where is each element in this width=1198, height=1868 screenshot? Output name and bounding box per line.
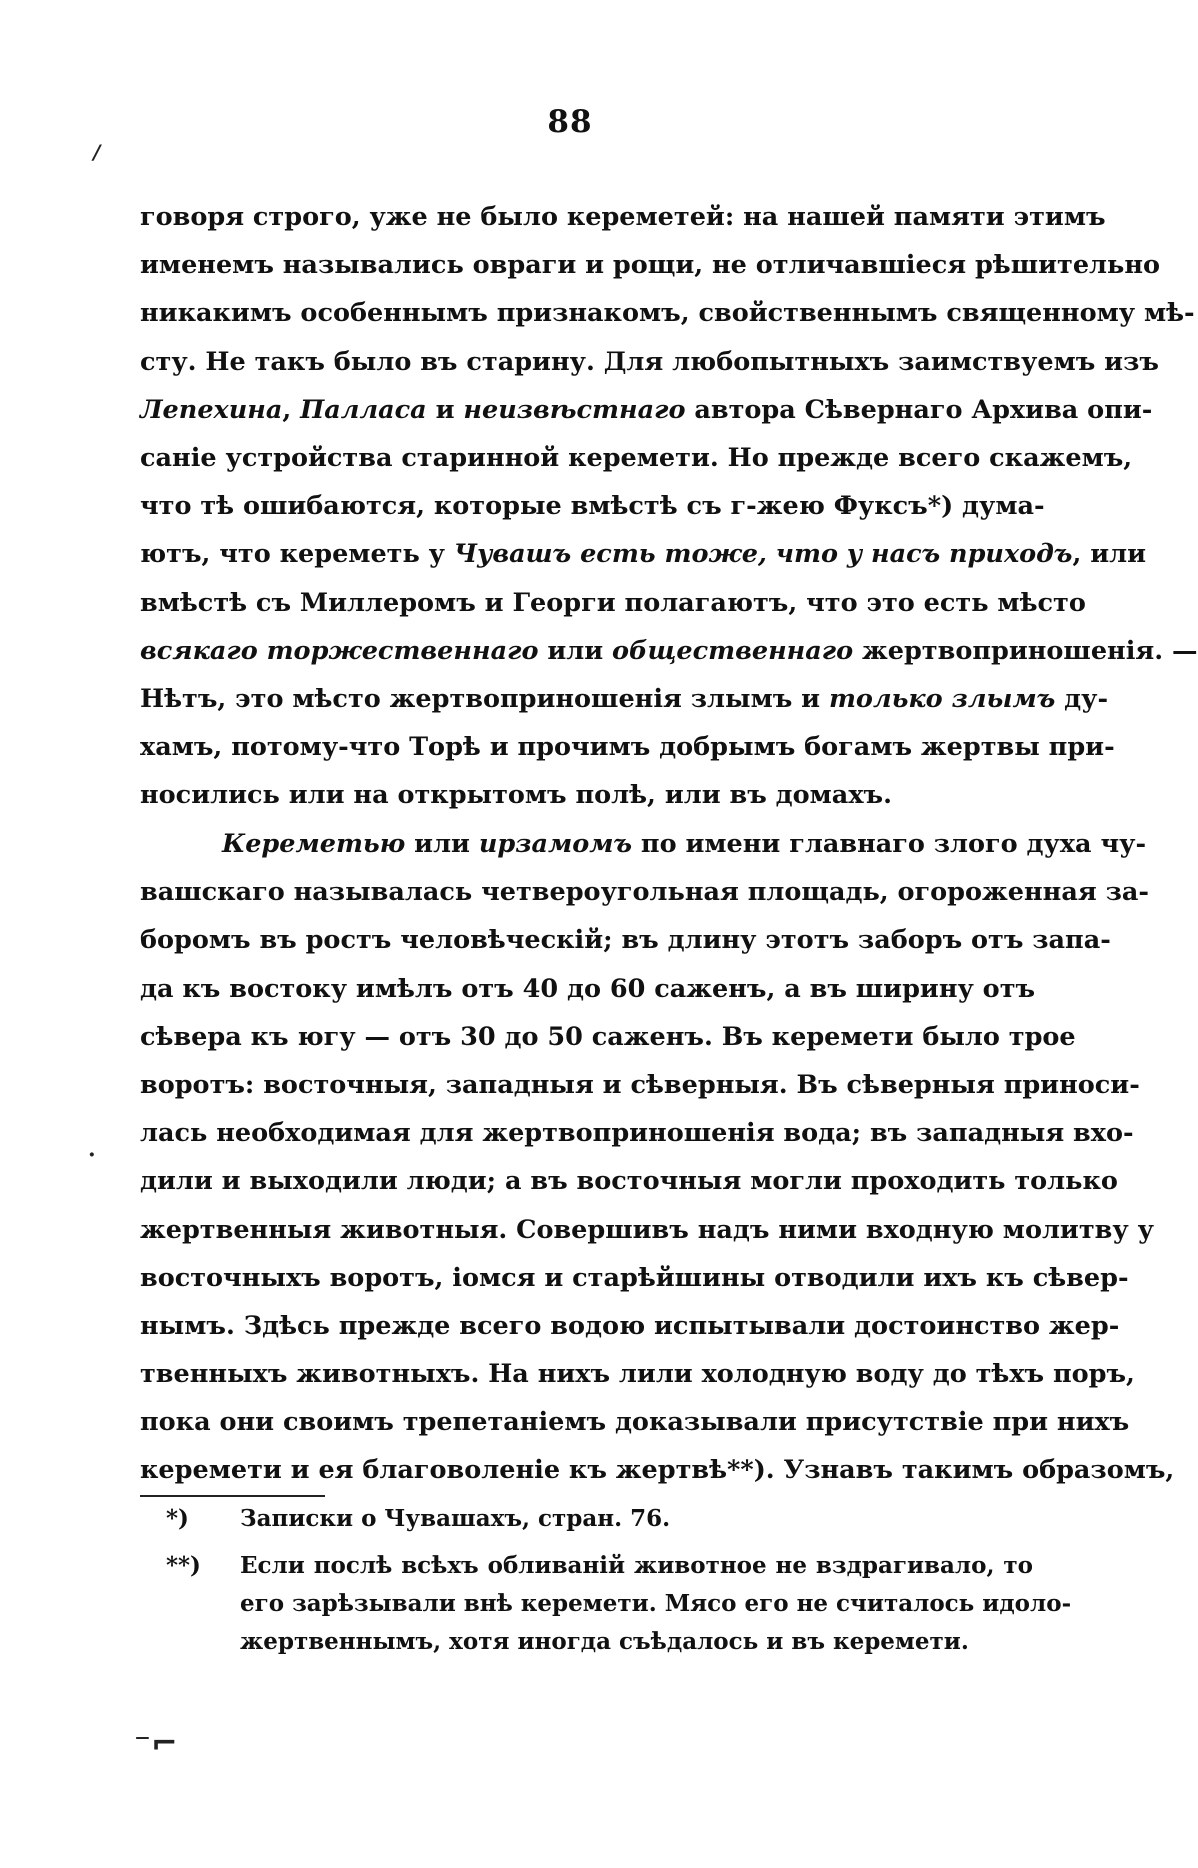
footnote [140, 1547, 1072, 1661]
text-segment: вмѣстѣ съ Миллеромъ и Георги полагаютъ, что это есть мѣсто [140, 587, 1086, 618]
text-line [140, 434, 1133, 482]
text-segment: жертвоприношенія. — [853, 635, 1198, 666]
italic-text: неизвѣстнаго [463, 394, 686, 425]
text-segment: говоря строго, уже не было кереметей: на нашей памяти этимъ [140, 202, 1106, 232]
text-segment: дили и выходили люди; а въ восточныя могли проходить только [140, 1166, 1118, 1197]
text-line [140, 1302, 1120, 1350]
body-paragraph-2 [140, 820, 1175, 1495]
margin-dot-mark: · [88, 1142, 96, 1168]
italic-text: только злымъ [828, 683, 1056, 714]
body-paragraph-1 [140, 193, 1198, 819]
footnote-separator [140, 1495, 325, 1497]
text-segment: никакимъ особеннымъ признакомъ, свойственнымъ священному мѣ- [140, 298, 1195, 329]
text-segment: носились или на открытомъ полѣ, или въ домахъ. [140, 780, 892, 811]
text-segment: сѣвера къ югу — отъ 30 до 50 саженъ. Въ керемети было трое [140, 1021, 1076, 1052]
italic-text: общественнаго [612, 635, 854, 666]
text-segment: керемети и ея благоволеніе къ жертвѣ**). Узнавъ такимъ образомъ, [140, 1455, 1175, 1486]
text-line [140, 1350, 1135, 1398]
text-segment: именемъ назывались овраги и рощи, не отличавшіеся рѣшительно [140, 250, 1161, 281]
text-line [140, 1398, 1130, 1446]
text-line [140, 1446, 1175, 1494]
italic-text: Лепехина [140, 394, 283, 425]
footnote-line: Если послѣ всѣхъ обливаній животное не вздрагивало, то [240, 1552, 1033, 1579]
text-line [140, 1206, 1154, 1254]
text-segment: пока они своимъ трепетаніемъ доказывали присутствіе при нихъ [140, 1407, 1130, 1438]
italic-text: Кереметью [222, 829, 406, 859]
text-segment: , [282, 394, 301, 425]
text-line [140, 965, 1036, 1013]
text-segment: воротъ: восточныя, западныя и сѣверныя. Въ сѣверныя приноси- [140, 1069, 1140, 1100]
footnotes [140, 1500, 1072, 1670]
bottom-margin-mark: ⁻⌐ [134, 1724, 178, 1762]
margin-tick-mark: / [93, 140, 101, 164]
footnote [140, 1500, 1033, 1538]
footnote-line: Записки о Чувашахъ, стран. 76. [240, 1505, 671, 1532]
text-segment: твенныхъ животныхъ. На нихъ лили холодную воду до тѣхъ поръ, [140, 1359, 1135, 1390]
text-segment: ду- [1055, 683, 1109, 714]
text-line [140, 627, 1198, 675]
text-segment: хамъ, потому-что Торѣ и прочимъ добрымъ богамъ жертвы при- [140, 732, 1115, 763]
text-segment: Нѣтъ, это мѣсто жертвоприношенія злымъ и [140, 683, 829, 714]
italic-text: ирзамомъ [478, 829, 633, 859]
text-segment: лась необходимая для жертвоприношенія вода; въ западныя вхо- [140, 1118, 1134, 1149]
footnote-line: его зарѣзывали внѣ керемети. Мясо его не считалось идоло- [240, 1590, 1072, 1617]
text-segment: или [405, 829, 479, 859]
text-line [140, 1157, 1118, 1205]
text-segment: жертвенныя животныя. Совершивъ надъ ними входную молитву у [140, 1214, 1154, 1245]
text-line [140, 1254, 1129, 1302]
text-line [140, 289, 1195, 337]
text-segment: вашскаго называлась четвероугольная площадь, огороженная за- [140, 877, 1149, 908]
text-segment: автора Сѣвернаго Архива опи- [685, 394, 1153, 425]
text-line [140, 1013, 1076, 1061]
italic-text: всякаго торжественнаго [140, 635, 539, 666]
footnote-marker: **) [166, 1552, 201, 1579]
text-line [140, 338, 1159, 386]
footnote-marker: *) [166, 1505, 189, 1532]
text-line [140, 241, 1161, 289]
italic-text: Чувашъ есть тоже, что у насъ приходъ [453, 539, 1073, 570]
text-line [140, 675, 1109, 723]
text-line [140, 1061, 1140, 1109]
text-segment: по имени главнаго злого духа чу- [632, 829, 1147, 859]
text-segment: ютъ, что кереметь у [140, 539, 454, 570]
text-line [140, 193, 1106, 241]
text-line [140, 916, 1111, 964]
text-line [140, 482, 1045, 530]
page-number: 88 [547, 104, 593, 140]
text-line [140, 579, 1086, 627]
text-segment: нымъ. Здѣсь прежде всего водою испытывали достоинство жер- [140, 1310, 1120, 1341]
text-segment: и [426, 394, 464, 425]
text-line [140, 1109, 1134, 1157]
text-line [140, 530, 1147, 578]
text-line [140, 820, 1147, 868]
text-segment: , или [1072, 539, 1147, 570]
text-segment: что тѣ ошибаются, которые вмѣстѣ съ г-жею Фуксъ*) дума- [140, 491, 1045, 522]
text-line [140, 868, 1149, 916]
text-segment: да къ востоку имѣлъ отъ 40 до 60 саженъ, а въ ширину отъ [140, 973, 1036, 1004]
text-segment: сту. Не такъ было въ старину. Для любопытныхъ заимствуемъ изъ [140, 346, 1159, 377]
text-segment: саніе устройства старинной керемети. Но прежде всего скажемъ, [140, 442, 1133, 473]
text-line [140, 386, 1153, 434]
text-segment: восточныхъ воротъ, іомся и старѣйшины отводили ихъ къ сѣвер- [140, 1262, 1129, 1293]
footnote-line: жертвеннымъ, хотя иногда съѣдалось и въ керемети. [240, 1628, 969, 1655]
text-line [140, 771, 1033, 819]
italic-text: Палласа [300, 394, 427, 425]
text-segment: или [538, 635, 613, 666]
text-line [140, 723, 1115, 771]
text-segment: боромъ въ ростъ человѣческій; въ длину этотъ заборъ отъ запа- [140, 925, 1111, 956]
